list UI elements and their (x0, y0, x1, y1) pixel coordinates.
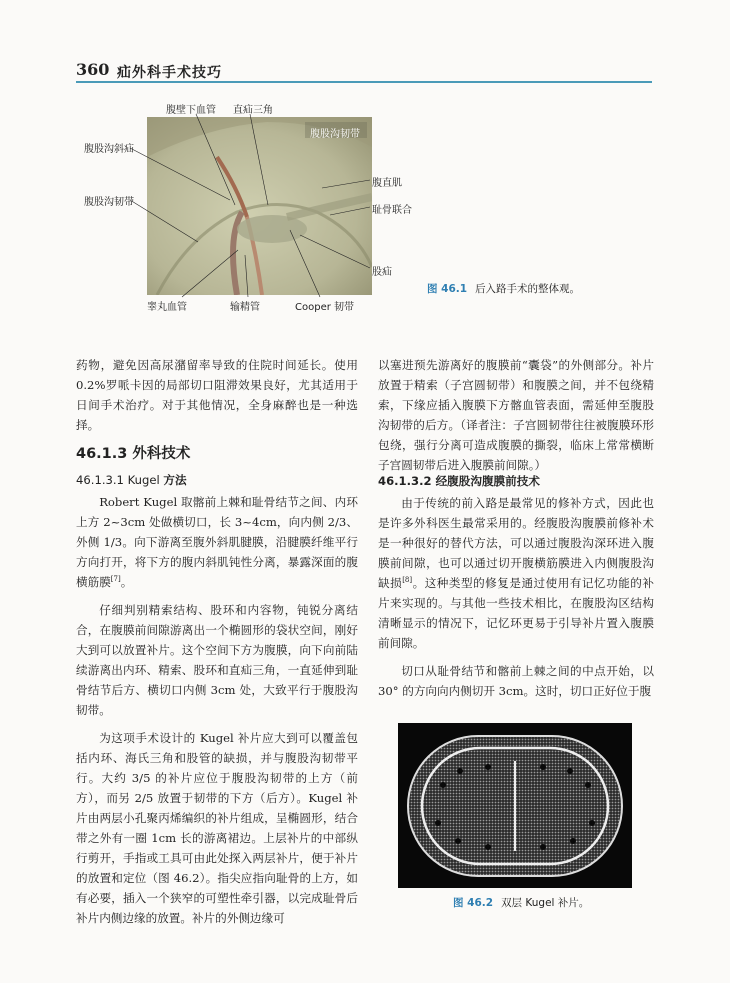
subsection-title: 方法 (163, 473, 187, 487)
figure-46-2-caption (453, 895, 589, 910)
subsection-heading-46-1-3-1 (76, 472, 187, 488)
left-paragraph-2 (76, 492, 358, 592)
header-rule (76, 81, 652, 83)
left-paragraph-4: 为这项手术设计的 Kugel 补片应大到可以覆盖包括内环、海氏三角和股管的缺损，并与腹股沟韧带平行。大约 3/5 的补片应位于腹股沟韧带的上方（前方），而另 2/5 放置于韧带的下方（后方）。Kugel 补片由两层小孔聚丙烯编织的补片组成，呈椭圆形，结合带之外有一圈 1cm 长的游离裙边。上层补片的中部纵行剪开，手指或工具可由此处探入两层补片，便于补片的放置和定位（图 46.2）。指尖应指向耻骨的上方，如有必要，插入一个狭窄的可塑性牵引器，以完成耻骨后补片内侧边缘的放置。补片的外侧边缘可 (76, 731, 358, 925)
right-paragraph-1: 以塞进预先游离好的腹膜前“囊袋”的外侧部分。补片放置于精索（子宫圆韧带）和腹膜之间，并不包绕精索，下缘应插入腹膜下方髂血管表面，需延伸至腹股沟韧带的后方。（译者注：子宫圆韧带往往被腹膜环形包绕，强行分离可造成腹膜的撕裂，临床上常常横断子宫圆韧带后进入腹膜前间隙。） (378, 358, 654, 472)
label-testicular-vessels: 睾丸血管 (147, 302, 187, 313)
left-paragraph-1: 药物，避免因高尿潴留率导致的住院时间延长。使用0.2%罗哌卡因的局部切口阻滞效果良好，尤其适用于日间手术治疗。对于其他情况，全身麻醉也是一种选择。 (76, 358, 358, 432)
right-column-paragraph-1 (378, 355, 654, 475)
citation-7: [7] (110, 575, 121, 584)
inset-label: 腹股沟韧带 (310, 129, 360, 140)
left-column-paragraph-1 (76, 355, 358, 435)
subsection-heading-46-1-3-2: 46.1.3.2 经腹股沟腹膜前技术 (378, 474, 540, 488)
left-paragraph-2-end: 。 (120, 575, 133, 589)
left-paragraph-3: 仔细判别精索结构、股环和内容物，钝锐分离结合，在腹膜前间隙游离出一个椭圆形的袋状空间，刚好大到可以放置补片。这个空间下方为腹膜，向下向前陆续游离出内环、精索、股环和直疝三角，一直延伸到耻骨结节后方、横切口内侧 3cm 处，大致平行于腹股沟韧带。 (76, 603, 358, 717)
figure-46-2-kugel-patch-photo (398, 723, 632, 888)
label-direct-triangle: 直疝三角 (233, 105, 273, 116)
left-paragraph-2-text: Robert Kugel 取髂前上棘和耻骨结节之间、内环上方 2~3cm 处做横切口，长 3~4cm，向内侧 2/3、外侧 1/3。向下游离至腹外斜肌腱膜，沿腱膜纤维平行方向打开，将下方的腹内斜肌钝性分离，暴露深面的腹横筋膜 (76, 495, 358, 589)
label-inferior-epigastric: 腹壁下血管 (166, 105, 216, 116)
right-paragraph-3: 切口从耻骨结节和髂前上棘之间的中点开始，以 30° 的方向向内侧切开 3cm。这时，切口正好位于腹 (378, 664, 654, 698)
subsection-name: Kugel (127, 473, 164, 487)
figure-46-2-caption-text: 双层 Kugel 补片。 (501, 897, 590, 909)
running-title: 疝外科手术技巧 (117, 65, 222, 81)
label-inguinal-oblique: 腹股沟斜疝 (84, 144, 134, 155)
citation-8: [8] (402, 576, 413, 585)
label-vas-deferens: 输精管 (230, 302, 260, 313)
label-rectus: 腹直肌 (372, 178, 402, 189)
page-number: 360 (76, 60, 110, 79)
figure-46-1-caption-text: 后入路手术的整体观。 (475, 283, 581, 295)
figure-46-1-number: 图 46.1 (427, 283, 468, 295)
label-pubic-symphysis: 耻骨联合 (372, 205, 412, 216)
figure-46-2-number: 图 46.2 (453, 897, 494, 909)
subsection-number: 46.1.3.1 (76, 473, 128, 487)
figure-46-1-anatomy-photo (147, 117, 372, 295)
right-paragraph-2-text: 由于传统的前入路是最常见的修补方式，因此也是许多外科医生最常采用的。经腹股沟腹膜前修补术是一种很好的替代方法，可以通过腹股沟深环进入腹膜前间隙，也可以通过切开腹横筋膜进入内侧腹股沟缺损 (378, 496, 654, 590)
right-paragraph-2-end: 。这种类型的修复是通过使用有记忆功能的补片来实现的。与其他一些技术相比，在腹股沟区结构清晰显示的情况下，记忆环更易于引导补片置入腹膜前间隙。 (378, 576, 654, 650)
label-inguinal-ligament: 腹股沟韧带 (84, 197, 134, 208)
kugel-patch-illustration (398, 723, 632, 888)
label-cooper: Cooper 韧带 (295, 302, 355, 313)
left-column-body (76, 492, 358, 928)
label-femoral-hernia: 股疝 (372, 267, 392, 278)
figure-46-1-caption (427, 281, 580, 296)
right-paragraph-2 (378, 493, 654, 653)
section-heading-46-1-3: 46.1.3 外科技术 (76, 446, 191, 462)
right-column-body (378, 493, 654, 701)
